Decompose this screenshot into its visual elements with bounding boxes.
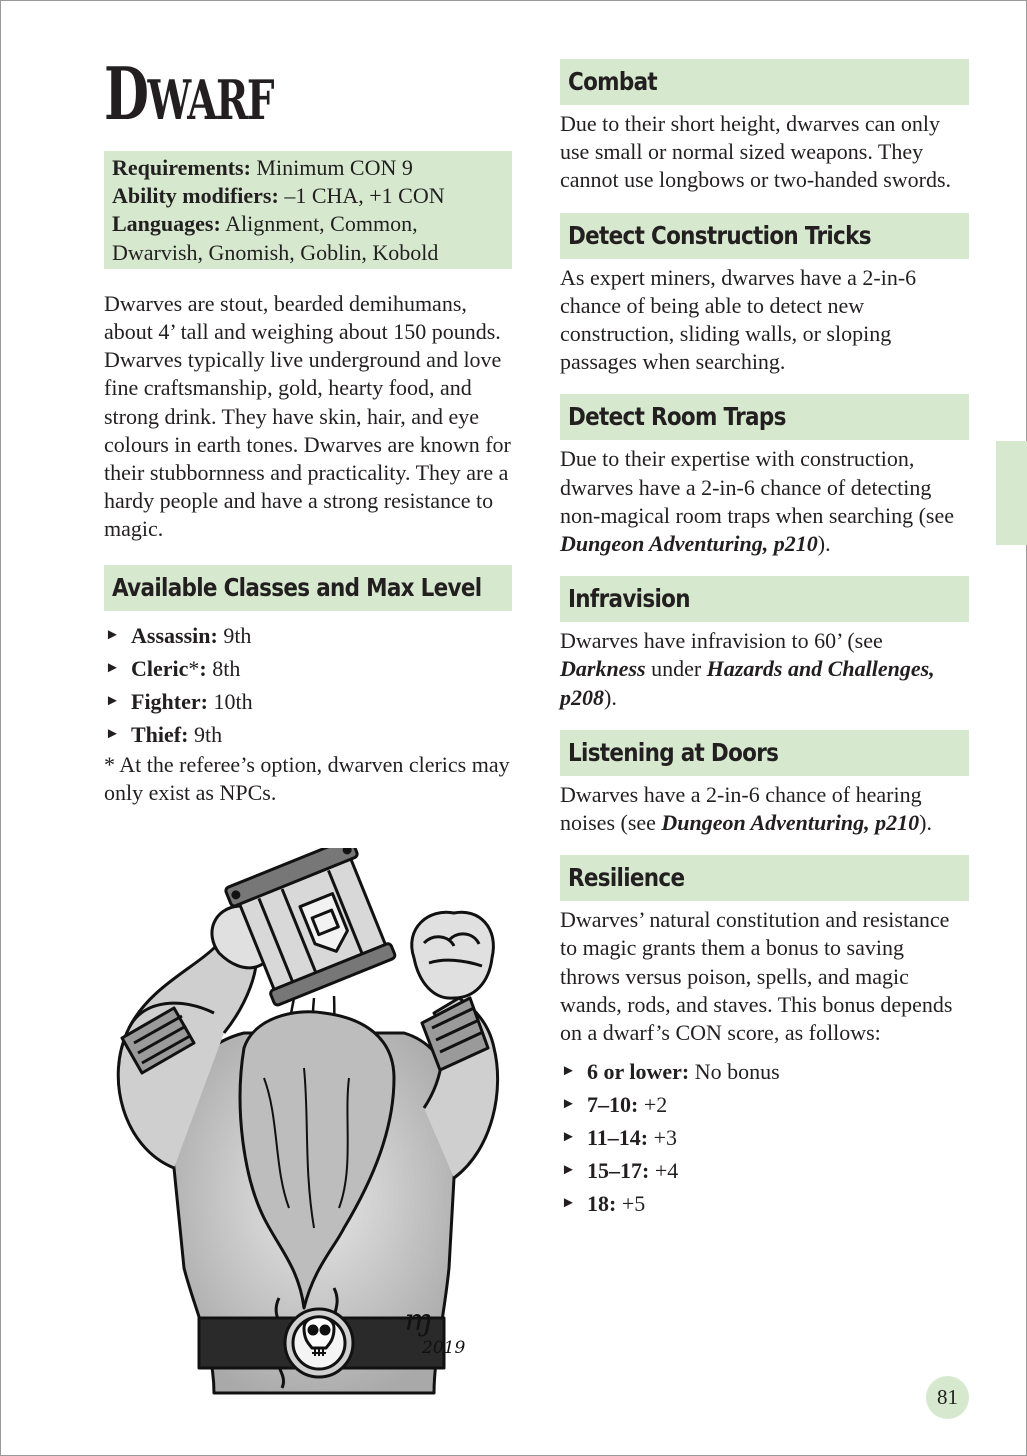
page-number: 81 — [926, 1376, 969, 1419]
classes-list — [104, 619, 512, 751]
list-item: ► Thief: 9th — [104, 718, 512, 751]
construction-heading-bar — [560, 213, 969, 259]
intro-paragraph: Dwarves are stout, bearded demihumans, about 4’ tall and weighing about 150 pounds. Dwarves typically live underground and love fine craftsmanship, gold, hearty food, and strong drink. They have skin, hair, and eye colours in earth tones. Dwarves are known for their stubbornness and practicality. They are a hardy people and have a strong resistance to magic. — [104, 290, 511, 542]
illustration-signature: 2019 — [422, 1338, 466, 1358]
list-item: ► 15–17: +4 — [560, 1154, 969, 1187]
languages-line: Languages: Alignment, Common, Dwarvish, Gnomish, Goblin, Kobold — [112, 211, 439, 265]
requirements-box — [104, 151, 512, 269]
list-item: ► Cleric*: 8th — [104, 652, 512, 685]
triangle-bullet-icon: ► — [561, 1096, 576, 1113]
room-traps-heading: Detect Room Traps — [568, 402, 786, 432]
svg-text:ɱ: ɱ — [404, 1303, 433, 1338]
chapter-side-tab — [996, 441, 1027, 545]
listening-text: Dwarves have a 2-in-6 chance of hearing noises (see Dungeon Adventuring, p210). — [560, 781, 932, 836]
infravision-heading: Infravision — [568, 584, 690, 614]
listening-section — [560, 730, 969, 837]
combat-section — [560, 59, 969, 195]
classes-heading-bar — [104, 565, 512, 611]
list-item: ► Assassin: 9th — [104, 619, 512, 652]
list-item: ► Fighter: 10th — [104, 685, 512, 718]
list-item: ► 18: +5 — [560, 1187, 969, 1220]
combat-heading-bar — [560, 59, 969, 105]
resilience-section — [560, 855, 969, 1220]
listening-heading: Listening at Doors — [568, 737, 779, 767]
infravision-heading-bar — [560, 576, 969, 622]
triangle-bullet-icon: ► — [105, 659, 120, 676]
resilience-heading: Resilience — [568, 863, 685, 893]
resilience-bonus-list — [560, 1055, 969, 1220]
triangle-bullet-icon: ► — [561, 1063, 576, 1080]
left-column — [104, 51, 512, 807]
ability-modifiers-line: Ability modifiers: –1 CHA, +1 CON — [112, 183, 445, 209]
right-column — [560, 59, 969, 1238]
infravision-section — [560, 576, 969, 712]
list-item: ► 6 or lower: No bonus — [560, 1055, 969, 1088]
combat-text: Due to their short height, dwarves can only use small or normal sized weapons. They cannot use longbows or two-handed swords. — [560, 111, 952, 193]
construction-text: As expert miners, dwarves have a 2-in-6 chance of being able to detect new construction, sliding walls, or sloping passages when searching. — [560, 264, 917, 375]
construction-heading: Detect Construction Tricks — [568, 220, 871, 250]
list-item: ► 11–14: +3 — [560, 1121, 969, 1154]
combat-heading: Combat — [568, 66, 658, 96]
triangle-bullet-icon: ► — [105, 692, 120, 709]
construction-section — [560, 213, 969, 377]
requirements-line: Requirements: Minimum CON 9 — [112, 155, 413, 180]
triangle-bullet-icon: ► — [105, 626, 120, 643]
triangle-bullet-icon: ► — [105, 725, 120, 742]
triangle-bullet-icon: ► — [561, 1129, 576, 1146]
room-traps-section — [560, 394, 969, 558]
dwarf-drinking-illustration — [104, 848, 512, 1398]
resilience-heading-bar — [560, 855, 969, 901]
list-item: ► 7–10: +2 — [560, 1088, 969, 1121]
classes-heading: Available Classes and Max Level — [112, 572, 482, 602]
triangle-bullet-icon: ► — [561, 1162, 576, 1179]
cleric-footnote: * At the referee’s option, dwarven clerics may only exist as NPCs. — [104, 751, 510, 805]
page-title: DWARF — [104, 51, 274, 136]
room-traps-heading-bar — [560, 394, 969, 440]
listening-heading-bar — [560, 730, 969, 776]
triangle-bullet-icon: ► — [561, 1195, 576, 1212]
infravision-text: Dwarves have infravision to 60’ (see Darkness under Hazards and Challenges, p208). — [560, 628, 935, 710]
resilience-text: Dwarves’ natural constitution and resistance to magic grants them a bonus to saving throws versus poison, spells, and magic wands, rods, and staves. This bonus depends on a dwarf’s CON score, as follows: — [560, 907, 953, 1046]
room-traps-text: Due to their expertise with construction, dwarves have a 2-in-6 chance of detecting non-magical room traps when searching (see Dungeon Adventuring, p210). — [560, 446, 955, 557]
